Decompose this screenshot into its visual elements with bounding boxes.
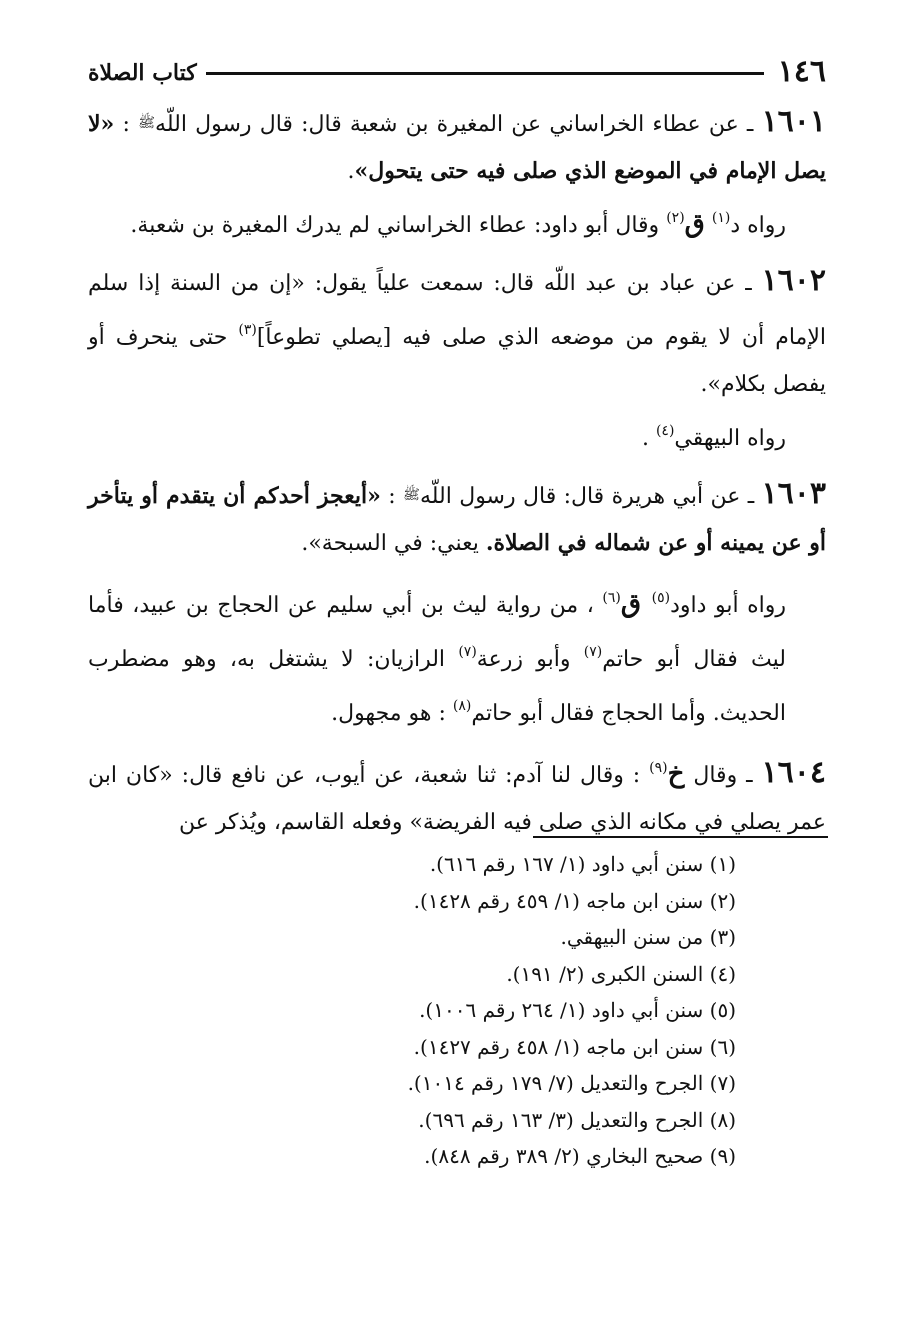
source-ref: خ — [667, 759, 685, 789]
salutation-symbol: ﷺ — [403, 487, 420, 503]
salutation-symbol: ﷺ — [138, 115, 156, 131]
hadith-1602 — [88, 257, 826, 408]
hadith-1601 — [88, 98, 826, 195]
narration-text: رواه أبو داود — [670, 593, 787, 618]
punct: : — [122, 112, 139, 137]
hadith-intro: عن عطاء الخراساني عن المغيرة بن شعبة قال: قال رسول اللّه — [155, 112, 739, 137]
footnote-item: (٧) الجرح والتعديل (٧/ ١٧٩ رقم ١٠١٤). — [407, 1071, 736, 1095]
footnote-marker: (٩) — [649, 760, 668, 776]
footnote-item: (٣) من سنن البيهقي. — [560, 925, 736, 949]
narration-text: رواه البيهقي — [674, 426, 786, 451]
dash: ـ — [735, 271, 762, 296]
dash: ـ — [738, 112, 762, 137]
narration-text: وقال أبو داود: عطاء الخراساني لم يدرك المغيرة بن شعبة. — [130, 213, 667, 238]
hadith-intro: عن أبي هريرة قال: قال رسول اللّه — [419, 484, 741, 509]
footnote-item: (٢) سنن ابن ماجه (١/ ٤٥٩ رقم ١٤٢٨). — [413, 888, 736, 913]
punct: : — [380, 484, 404, 509]
hadith-text: عن عباد بن عبد اللّه قال: سمعت علياً يقول: «إن من السنة إذا سلم الإمام أن لا يقوم من موضعه الذي صلى فيه [يصلي تطوعاً] — [88, 271, 826, 350]
footnote-item: (٥) سنن أبي داود (١/ ٢٦٤ رقم ١٠٠٦). — [419, 998, 736, 1022]
hadith-text: حتى ينحرف أو يفصل بكلام». — [88, 325, 826, 397]
footnote-marker: (٧) — [458, 644, 477, 660]
narration-1602 — [88, 408, 826, 462]
hadith-number: ١٦٠٤ — [761, 755, 826, 790]
footnote-item: (٤) السنن الكبرى (٢/ ١٩١). — [506, 961, 736, 986]
source-ref: ق — [684, 209, 705, 239]
footnotes — [88, 846, 826, 1175]
footnote-separator — [533, 836, 828, 838]
punct: . — [641, 426, 656, 451]
narration-1601 — [88, 195, 826, 249]
hadith-matn: «أيعجز أحدكم أن يتقدم أو يتأخر أو عن يمينه أو عن شماله في الصلاة. — [88, 483, 826, 556]
page-number: ١٤٦ — [777, 54, 826, 89]
footnote-marker: (٦) — [602, 590, 621, 606]
hadith-text: : وقال لنا آدم: ثنا شعبة، عن أيوب، عن نافع قال: «كان ابن عمر يصلي في مكانه الذي صلى فيه الفريضة» وفعله القاسم، ويُذكر عن — [88, 763, 826, 835]
hadith-number: ١٦٠٣ — [761, 476, 826, 511]
footnote-marker: (٣) — [238, 322, 257, 338]
footnote-marker: (١) — [711, 210, 731, 226]
hadith-1603 — [88, 470, 826, 567]
footnote-marker: (٨) — [452, 698, 472, 714]
footnote-item: (١) سنن أبي داود (١/ ١٦٧ رقم ٦١٦). — [429, 852, 736, 876]
book-title: كتاب الصلاة — [88, 60, 197, 86]
hadith-text: يعني: في السبحة». — [301, 531, 486, 556]
punct: . — [347, 159, 355, 184]
narration-text: وأبو زرعة — [476, 647, 584, 672]
hadith-1604 — [88, 745, 826, 846]
main-text — [88, 98, 826, 846]
footnote-item: (٩) صحيح البخاري (٢/ ٣٨٩ رقم ٨٤٨). — [424, 1144, 736, 1168]
narration-text: الرازيان: لا يشتغل به، وهو مضطرب الحديث. وأما الحجاج فقال أبو حاتم — [88, 647, 786, 726]
hadith-text: وقال — [684, 763, 738, 788]
header-rule — [206, 72, 764, 75]
dash: ـ — [740, 484, 762, 509]
page-header — [88, 50, 826, 90]
narration-text: رواه د — [730, 213, 786, 238]
narration-text: ، من رواية ليث بن أبي سليم عن الحجاج بن عبيد، فأما ليث فقال أبو حاتم — [88, 593, 786, 672]
dash: ـ — [737, 763, 762, 788]
footnote-item: (٨) الجرح والتعديل (٣/ ١٦٣ رقم ٦٩٦). — [418, 1107, 736, 1132]
source-ref: ق — [620, 589, 652, 619]
narration-text: : هو مجهول. — [331, 701, 453, 726]
hadith-matn: «لا يصل الإمام في الموضع الذي صلى فيه حتى يتحول» — [88, 111, 826, 184]
footnote-marker: (٥) — [651, 590, 671, 606]
footnote-item: (٦) سنن ابن ماجه (١/ ٤٥٨ رقم ١٤٢٧). — [413, 1034, 736, 1059]
hadith-number: ١٦٠٢ — [761, 263, 826, 298]
footnote-marker: (٢) — [666, 210, 685, 226]
footnote-marker: (٤) — [655, 423, 675, 439]
narration-1603 — [88, 575, 826, 737]
footnote-marker: (٧) — [583, 644, 603, 660]
hadith-number: ١٦٠١ — [761, 104, 827, 139]
